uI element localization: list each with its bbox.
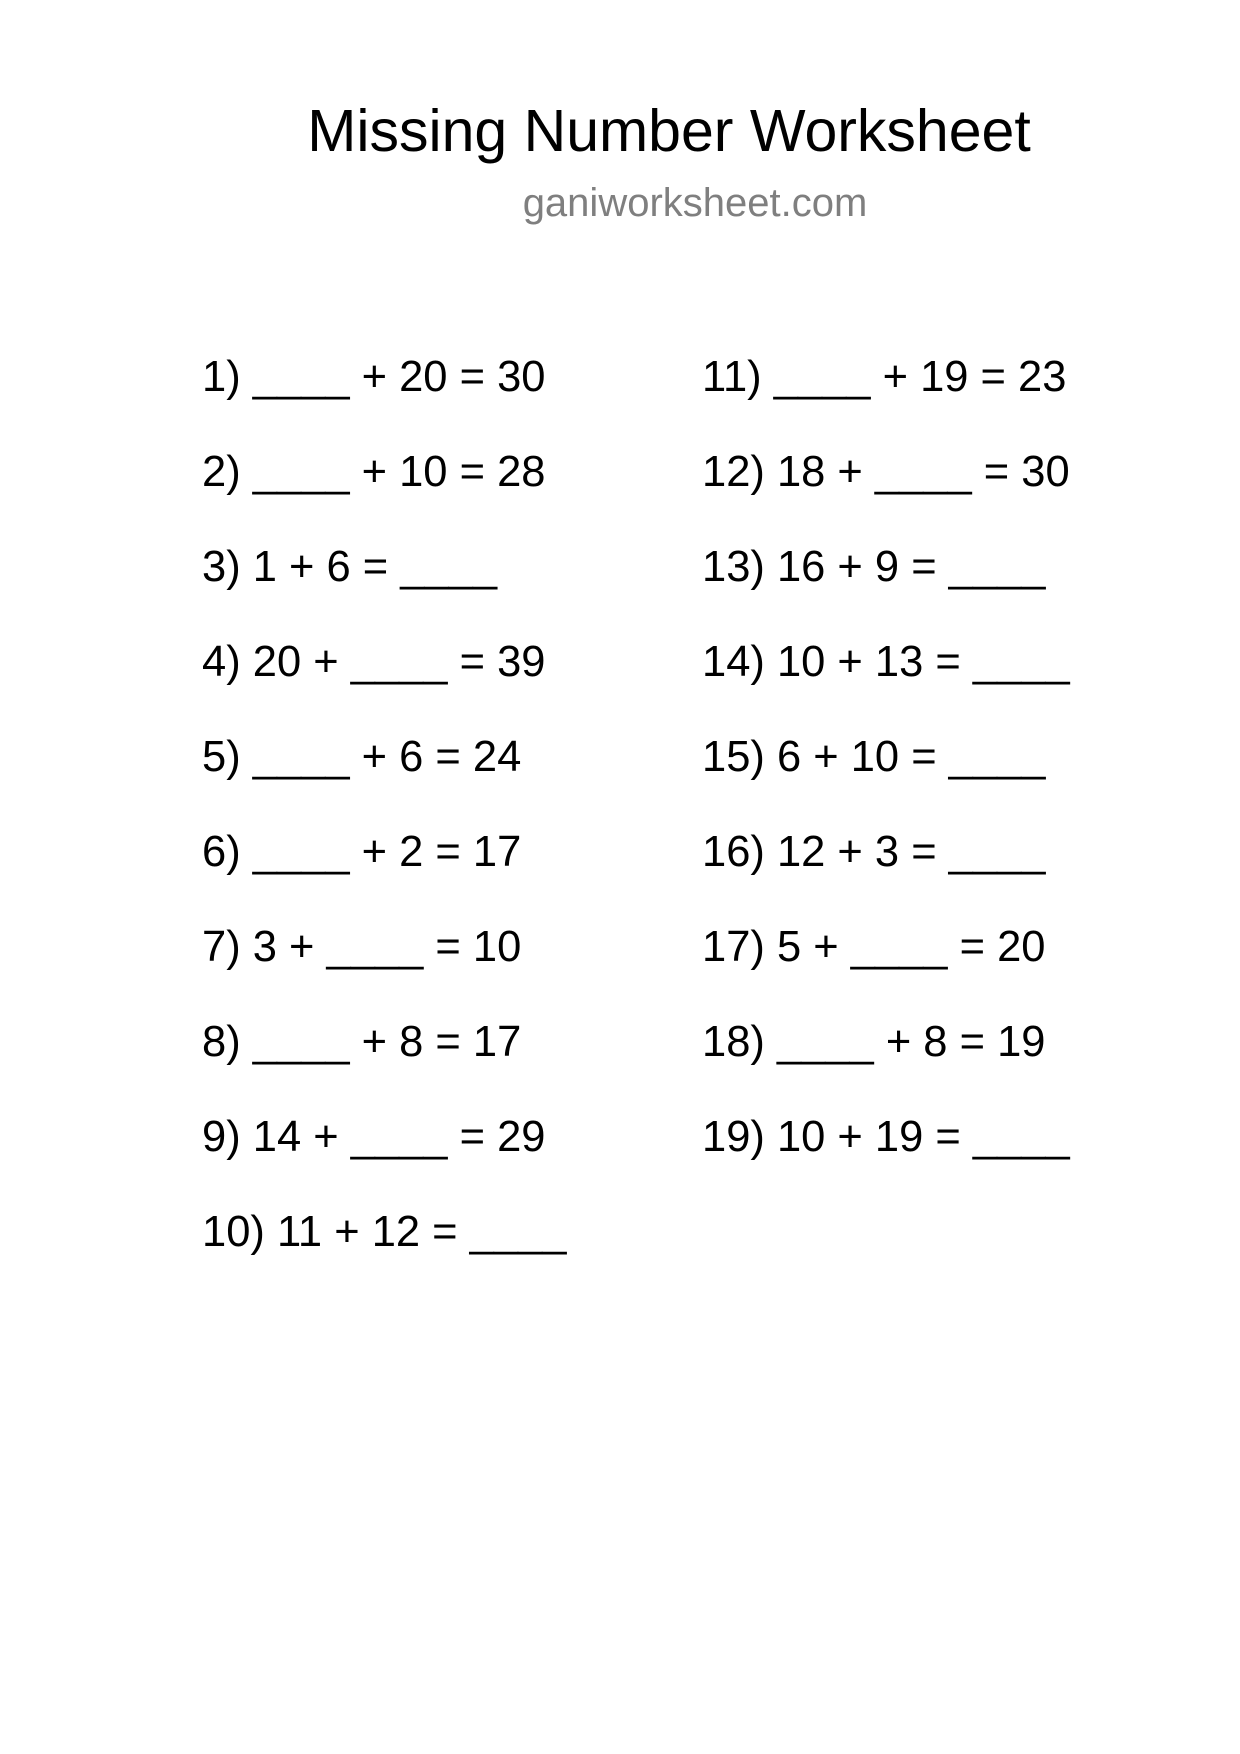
problem-11: 11) ____ + 19 = 23 <box>702 353 1067 401</box>
problem-6: 6) ____ + 2 = 17 <box>202 828 522 876</box>
problem-3: 3) 1 + 6 = ____ <box>202 543 498 591</box>
problem-15: 15) 6 + 10 = ____ <box>702 733 1046 781</box>
problem-10: 10) 11 + 12 = ____ <box>202 1208 567 1256</box>
problem-9: 9) 14 + ____ = 29 <box>202 1113 546 1161</box>
page-title: Missing Number Worksheet <box>307 98 1031 164</box>
site-url: ganiworksheet.com <box>522 181 868 225</box>
problem-17: 17) 5 + ____ = 20 <box>702 923 1046 971</box>
problem-18: 18) ____ + 8 = 19 <box>702 1018 1046 1066</box>
problem-8: 8) ____ + 8 = 17 <box>202 1018 522 1066</box>
problem-5: 5) ____ + 6 = 24 <box>202 733 522 781</box>
problem-13: 13) 16 + 9 = ____ <box>702 543 1046 591</box>
problem-12: 12) 18 + ____ = 30 <box>702 448 1070 496</box>
problem-4: 4) 20 + ____ = 39 <box>202 638 546 686</box>
problem-7: 7) 3 + ____ = 10 <box>202 923 522 971</box>
problem-19: 19) 10 + 19 = ____ <box>702 1113 1070 1161</box>
problem-14: 14) 10 + 13 = ____ <box>702 638 1070 686</box>
problem-1: 1) ____ + 20 = 30 <box>202 353 546 401</box>
problem-2: 2) ____ + 10 = 28 <box>202 448 546 496</box>
problem-16: 16) 12 + 3 = ____ <box>702 828 1046 876</box>
